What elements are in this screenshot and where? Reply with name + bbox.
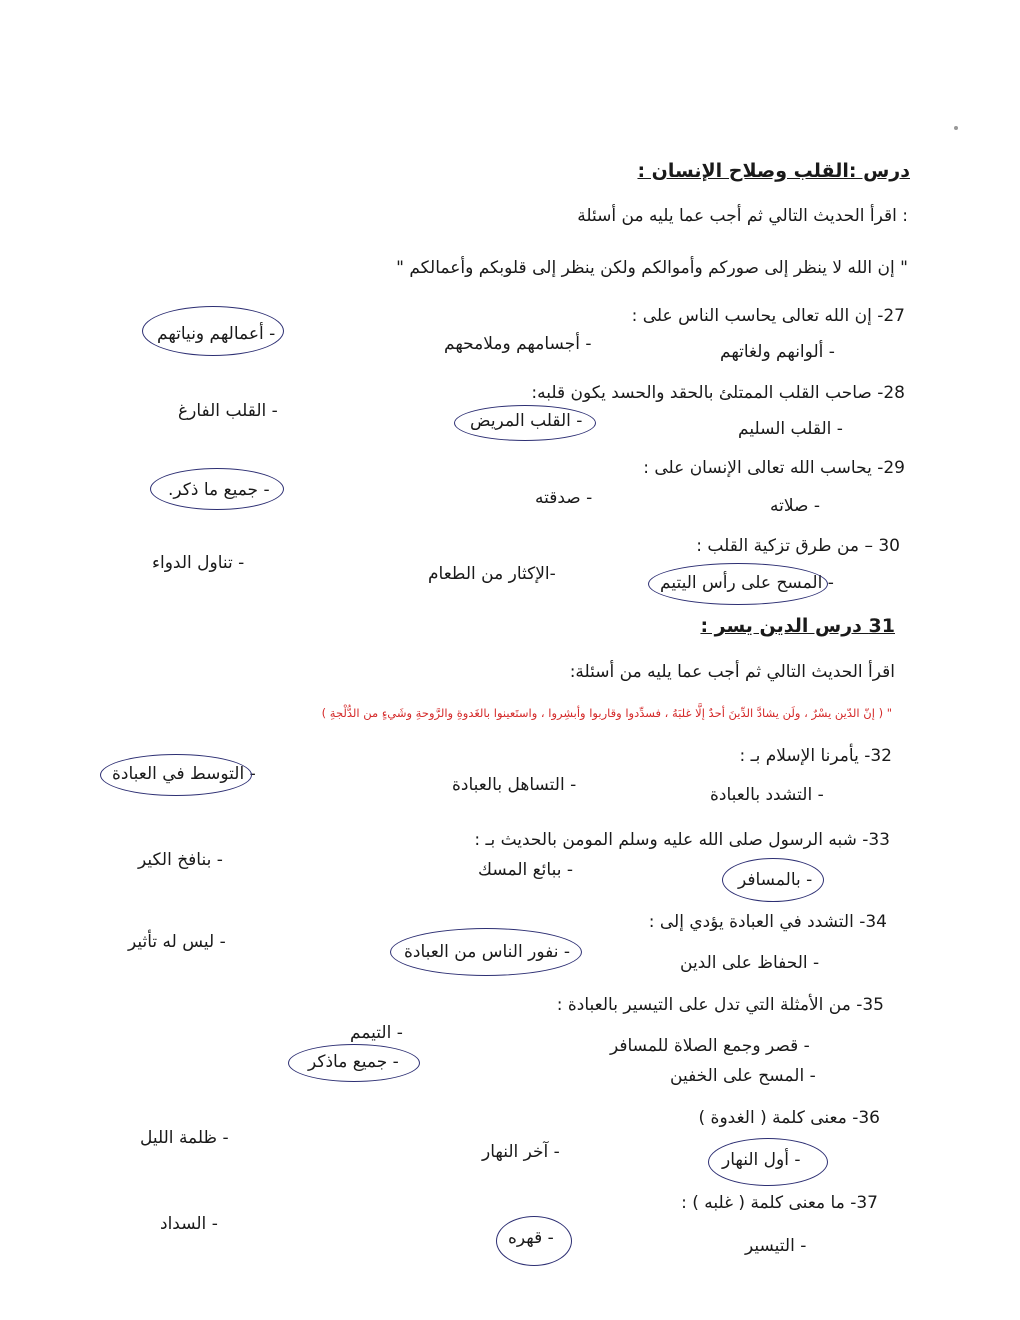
q33-option-b: - ببائع المسك <box>478 860 573 880</box>
question-29: 29- يحاسب الله تعالى الإنسان على : <box>643 458 905 478</box>
scan-mark <box>954 126 958 130</box>
q27-option-c: - أعمالهم ونياتهم <box>157 324 276 344</box>
q35-option-d: - جميع ماذكر <box>308 1052 399 1072</box>
question-36: 36- معنى كلمة ( الغدوة ) <box>698 1108 880 1128</box>
lesson2-hadith: " ( إنّ الدّين يسْرٌ ، ولَن يشادَّ الدِّينَ أحدٌ إلَّا غلبَهُ ، فسدِّدوا وقاربوا وأبشِروا ، واستَعينوا بالغَدوةِ والرَّوحةِ وشَيءٍ من الدُّلْجةِ ) <box>321 706 892 720</box>
lesson1-hadith: " إن الله لا ينظر إلى صوركم وأموالكم ولكن ينظر إلى قلوبكم وأعمالكم " <box>396 258 908 278</box>
q35-option-b: - المسح على الخفين <box>670 1066 816 1086</box>
q37-option-b: - قهره <box>508 1228 554 1248</box>
q36-option-b: - آخر النهار <box>482 1142 560 1162</box>
q32-option-c: - التوسط في العبادة <box>112 764 256 784</box>
question-27: 27- إن الله تعالى يحاسب الناس على : <box>631 306 905 326</box>
lesson1-title: درس :القلب وصلاح الإنسان : <box>637 160 910 182</box>
q27-option-b: - أجسامهم وملامحهم <box>444 334 592 354</box>
q32-option-b: - التساهل بالعبادة <box>452 775 577 795</box>
q30-option-a: - المسح على رأس اليتيم <box>660 573 834 593</box>
q36-option-a: - أول النهار <box>722 1150 801 1170</box>
question-28: 28- صاحب القلب الممتلئ بالحقد والحسد يكون قلبه: <box>531 383 905 403</box>
q28-option-a: - القلب السليم <box>738 419 843 439</box>
q37-option-a: - التيسير <box>745 1236 807 1256</box>
q30-option-b: -الإكثار من الطعام <box>428 564 556 584</box>
q35-option-a: - قصر وجمع الصلاة للمسافر <box>610 1036 810 1056</box>
q36-option-c: - ظلمة الليل <box>140 1128 229 1148</box>
q34-option-c: - ليس له تأثير <box>128 932 226 952</box>
q27-option-a: - ألوانهم ولغاتهم <box>720 342 835 362</box>
q37-option-c: - السداد <box>160 1214 218 1234</box>
q33-option-a: - بالمسافر <box>738 870 813 890</box>
q34-option-b: - نفور الناس من العبادة <box>404 942 570 962</box>
q29-option-c: - جميع ما ذكر. <box>168 480 270 500</box>
q28-option-b: - القلب المريض <box>470 411 583 431</box>
q29-option-b: - صدقته <box>535 488 593 508</box>
q29-option-a: - صلاته <box>770 496 820 516</box>
lesson2-title <box>700 617 895 636</box>
question-32: 32- يأمرنا الإسلام بـ : <box>739 746 892 766</box>
question-37: 37- ما معنى كلمة ( غلبه ) : <box>681 1193 878 1213</box>
q32-option-a: - التشدد بالعبادة <box>710 785 824 805</box>
q30-option-c: - تناول الدواء <box>152 553 245 573</box>
question-30: 30 – من طرق تزكية القلب : <box>696 536 900 556</box>
question-33: 33- شبه الرسول صلى الله عليه وسلم المومن بالحديث بـ : <box>474 830 890 850</box>
lesson2-title-text: 31 درس الدين يسر : <box>700 615 895 637</box>
q34-option-a: - الحفاظ على الدين <box>680 953 820 973</box>
q33-option-c: - بنافخ الكير <box>138 850 223 870</box>
lesson2-instruction: اقرأ الحديث التالي ثم أجب عما يليه من أسئلة: <box>569 662 895 682</box>
q35-option-c: - التيمم <box>350 1023 403 1043</box>
lesson1-instruction: : اقرأ الحديث التالي ثم أجب عما يليه من أسئلة <box>577 206 908 226</box>
question-35: 35- من الأمثلة التي تدل على التيسير بالعبادة : <box>556 995 884 1015</box>
question-34: 34- التشدد في العبادة يؤدي إلى : <box>648 912 887 932</box>
q28-option-c: - القلب الفارغ <box>178 401 278 421</box>
